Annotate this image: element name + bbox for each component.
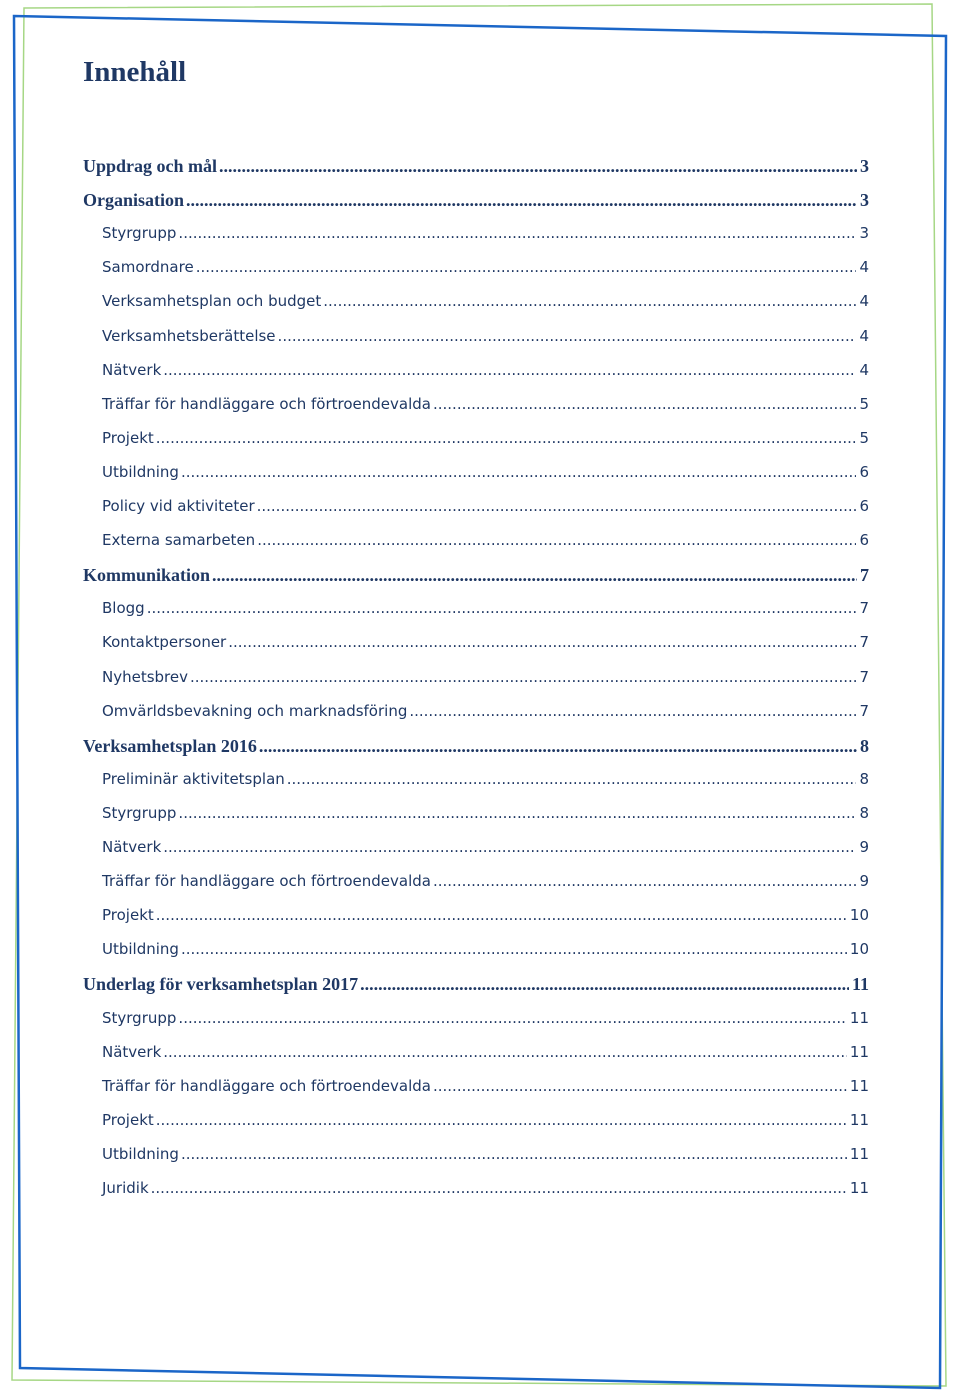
toc-page-number: 8 bbox=[859, 803, 869, 822]
toc-heading-entry[interactable] bbox=[83, 736, 869, 757]
toc-dot-leader bbox=[360, 974, 849, 995]
toc-dot-leader bbox=[181, 940, 847, 958]
toc-heading-entry[interactable] bbox=[83, 190, 869, 211]
toc-subentry[interactable] bbox=[102, 1077, 869, 1095]
toc-dot-leader bbox=[409, 702, 856, 720]
toc-dot-leader bbox=[156, 1111, 847, 1129]
toc-subentry[interactable] bbox=[102, 258, 869, 276]
toc-dot-leader bbox=[433, 395, 856, 413]
toc-dot-leader bbox=[156, 906, 847, 924]
toc-page-number: 8 bbox=[860, 735, 869, 756]
toc-subentry[interactable] bbox=[102, 1009, 869, 1027]
toc-page-number: 7 bbox=[859, 599, 869, 618]
toc-entry-label: Styrgrupp bbox=[102, 1008, 177, 1027]
toc-subentry[interactable] bbox=[102, 1145, 869, 1163]
toc-page-number: 7 bbox=[860, 565, 869, 586]
toc-entry-label: Verksamhetsplan och budget bbox=[102, 292, 322, 311]
toc-page-number: 7 bbox=[859, 667, 869, 686]
toc-subentry[interactable] bbox=[102, 633, 869, 651]
toc-subentry[interactable] bbox=[102, 463, 869, 481]
toc-dot-leader bbox=[147, 599, 857, 617]
toc-subentry[interactable] bbox=[102, 599, 869, 617]
toc-dot-leader bbox=[151, 1179, 847, 1197]
toc-entry-label: Preliminär aktivitetsplan bbox=[102, 769, 285, 788]
toc-page-number: 9 bbox=[859, 872, 869, 891]
toc-entry-label: Organisation bbox=[83, 190, 185, 211]
toc-dot-leader bbox=[156, 429, 857, 447]
toc-subentry[interactable] bbox=[102, 668, 869, 686]
toc-dot-leader bbox=[433, 1077, 847, 1095]
toc-page-number: 4 bbox=[859, 292, 869, 311]
toc-subentry[interactable] bbox=[102, 702, 869, 720]
toc-entry-label: Kontaktpersoner bbox=[102, 633, 227, 652]
toc-page-number: 11 bbox=[849, 1179, 869, 1197]
toc-dot-leader bbox=[257, 497, 857, 515]
toc-dot-leader bbox=[196, 258, 857, 276]
toc-page-number: 4 bbox=[859, 326, 869, 345]
toc-entry-label: Nätverk bbox=[102, 838, 162, 856]
toc-entry-label: Nätverk bbox=[102, 1042, 162, 1061]
toc-entry-label: Nätverk bbox=[102, 360, 162, 379]
toc-entry-label: Policy vid aktiviteter bbox=[102, 497, 255, 515]
toc-dot-leader bbox=[186, 190, 857, 211]
toc-subentry[interactable] bbox=[102, 838, 869, 856]
toc-heading-entry[interactable] bbox=[83, 565, 869, 586]
toc-dot-leader bbox=[323, 292, 856, 310]
toc-subentry[interactable] bbox=[102, 531, 869, 549]
toc-dot-leader bbox=[163, 361, 856, 379]
toc-page-number: 11 bbox=[849, 1042, 869, 1061]
toc-page-number: 3 bbox=[859, 224, 869, 243]
toc-page-number: 9 bbox=[859, 838, 869, 856]
toc-page-number: 7 bbox=[859, 633, 869, 652]
toc-subentry[interactable] bbox=[102, 1179, 869, 1197]
toc-entry-label: Styrgrupp bbox=[102, 803, 177, 822]
toc-dot-leader bbox=[433, 872, 856, 890]
toc-heading-entry[interactable] bbox=[83, 974, 869, 995]
toc-entry-label: Utbildning bbox=[102, 1144, 179, 1163]
toc-page-number: 5 bbox=[859, 394, 869, 413]
toc-entry-label: Nyhetsbrev bbox=[102, 667, 188, 686]
toc-entry-label: Underlag för verksamhetsplan 2017 bbox=[83, 974, 359, 995]
toc-page-number: 11 bbox=[849, 1144, 869, 1163]
toc-page-number: 10 bbox=[849, 940, 869, 959]
toc-entry-label: Projekt bbox=[102, 428, 154, 447]
toc-entry-label: Kommunikation bbox=[83, 565, 211, 586]
toc-entry-label: Träffar för handläggare och förtroendevalda bbox=[102, 1076, 431, 1095]
toc-entry-label: Utbildning bbox=[102, 462, 179, 481]
toc-dot-leader bbox=[178, 804, 856, 822]
toc-entry-label: Träffar för handläggare och förtroendevalda bbox=[102, 872, 431, 891]
toc-page-number: 8 bbox=[859, 769, 869, 788]
toc-dot-leader bbox=[259, 736, 857, 757]
toc-page-number: 11 bbox=[849, 1008, 869, 1027]
toc-entry-label: Uppdrag och mål bbox=[83, 156, 218, 176]
toc-dot-leader bbox=[278, 327, 857, 345]
toc-page-number: 6 bbox=[859, 531, 869, 550]
toc-subentry[interactable] bbox=[102, 1043, 869, 1061]
toc-page-number: 4 bbox=[859, 258, 869, 277]
toc-page-number: 7 bbox=[859, 701, 869, 720]
toc-subentry[interactable] bbox=[102, 327, 869, 345]
toc-subentry[interactable] bbox=[102, 361, 869, 379]
toc-entry-label: Blogg bbox=[102, 599, 145, 618]
toc-subentry[interactable] bbox=[102, 872, 869, 890]
toc-entry-label: Samordnare bbox=[102, 258, 194, 277]
toc-page-number: 11 bbox=[849, 1110, 869, 1129]
toc-dot-leader bbox=[178, 1009, 846, 1027]
toc-entry-label: Verksamhetsplan 2016 bbox=[83, 735, 257, 756]
toc-subentry[interactable] bbox=[102, 940, 869, 958]
page-title: Innehåll bbox=[83, 56, 187, 88]
toc-subentry[interactable] bbox=[102, 395, 869, 413]
toc-page-number: 11 bbox=[851, 974, 869, 995]
toc-subentry[interactable] bbox=[102, 224, 869, 242]
toc-dot-leader bbox=[181, 463, 857, 481]
toc-entry-label: Juridik bbox=[102, 1179, 149, 1197]
toc-page-number: 4 bbox=[859, 360, 869, 379]
toc-dot-leader bbox=[219, 156, 857, 177]
toc-subentry[interactable] bbox=[102, 804, 869, 822]
toc-page-number: 3 bbox=[860, 190, 869, 211]
toc-page-number: 11 bbox=[849, 1076, 869, 1095]
toc-page-number: 6 bbox=[859, 462, 869, 481]
toc-dot-leader bbox=[178, 224, 856, 242]
toc-dot-leader bbox=[190, 668, 856, 686]
toc-dot-leader bbox=[181, 1145, 847, 1163]
toc-entry-label: Projekt bbox=[102, 906, 154, 925]
toc-entry-label: Verksamhetsberättelse bbox=[102, 326, 276, 345]
toc-entry-label: Utbildning bbox=[102, 940, 179, 959]
toc-subentry[interactable] bbox=[102, 906, 869, 924]
toc-subentry[interactable] bbox=[102, 770, 869, 788]
toc-entry-label: Träffar för handläggare och förtroendevalda bbox=[102, 394, 431, 413]
toc-dot-leader bbox=[212, 565, 857, 586]
toc-heading-entry[interactable] bbox=[83, 156, 869, 177]
toc-subentry[interactable] bbox=[102, 497, 869, 515]
toc-subentry[interactable] bbox=[102, 292, 869, 310]
toc-dot-leader bbox=[287, 770, 857, 788]
toc-page-number: 6 bbox=[859, 497, 869, 515]
toc-entry-label: Styrgrupp bbox=[102, 224, 177, 243]
toc-dot-leader bbox=[163, 838, 856, 856]
toc-dot-leader bbox=[228, 633, 856, 651]
toc-page-number: 3 bbox=[860, 156, 869, 176]
toc-entry-label: Externa samarbeten bbox=[102, 531, 256, 550]
toc-dot-leader bbox=[163, 1043, 847, 1061]
toc-subentry[interactable] bbox=[102, 1111, 869, 1129]
toc-page-number: 5 bbox=[859, 428, 869, 447]
toc-subentry[interactable] bbox=[102, 429, 869, 447]
toc-page-number: 10 bbox=[849, 906, 869, 925]
toc-dot-leader bbox=[257, 531, 856, 549]
toc-entry-label: Projekt bbox=[102, 1110, 154, 1129]
toc-entry-label: Omvärldsbevakning och marknadsföring bbox=[102, 701, 408, 720]
